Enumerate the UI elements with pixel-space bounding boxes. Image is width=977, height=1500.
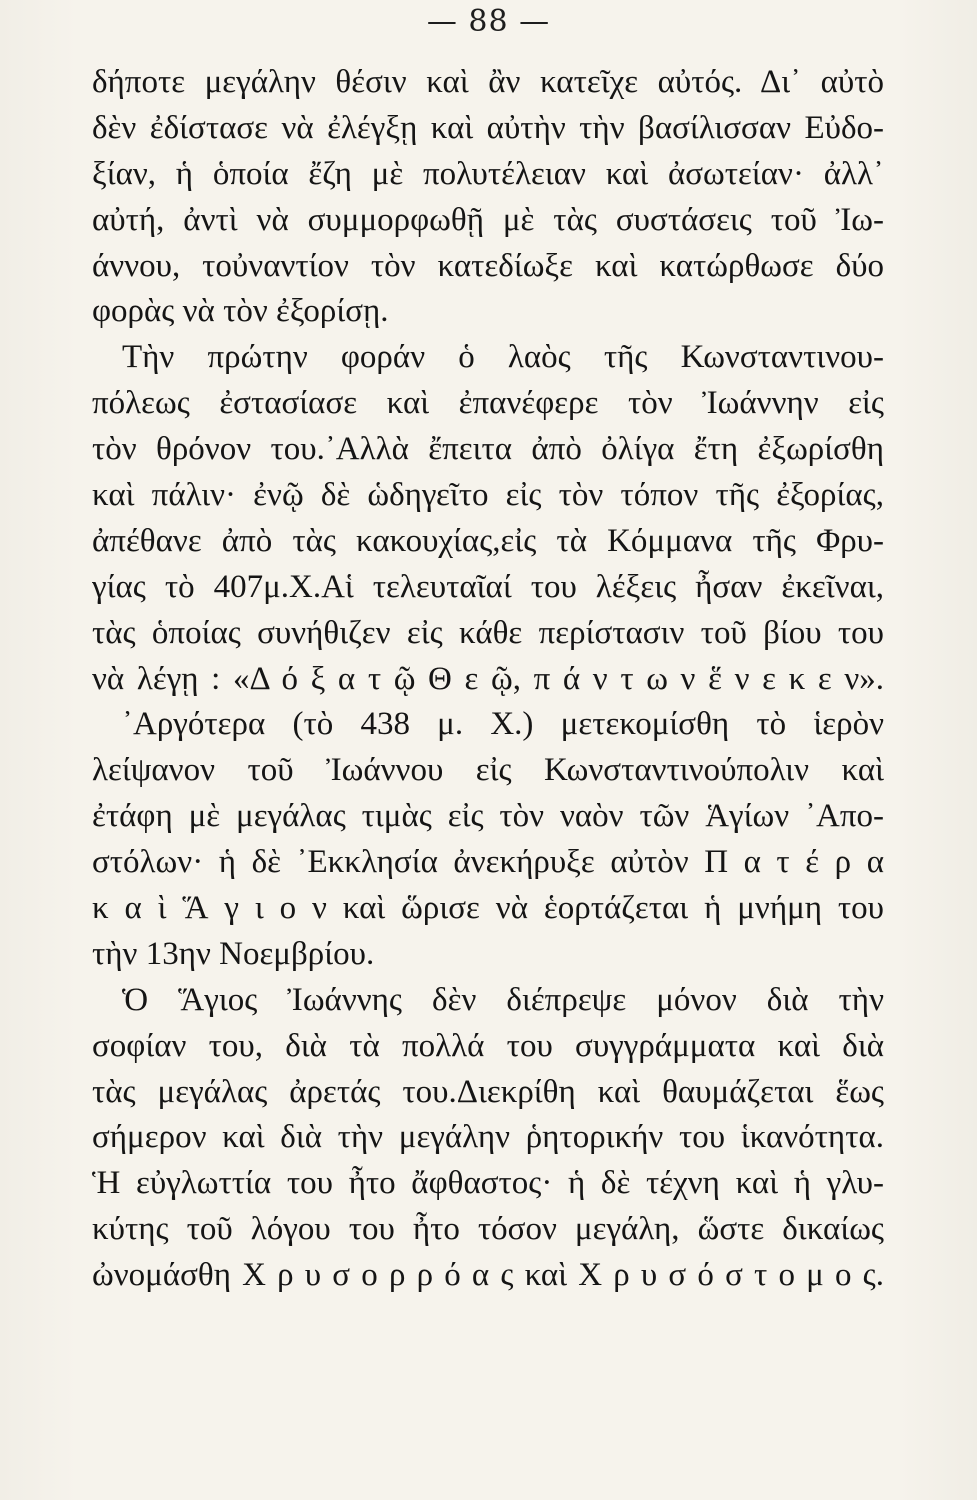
text-line: Τὴν πρώτην φοράν ὁ λαὸς τῆς Κωνσταντινου-	[122, 339, 884, 376]
text-line: καὶ πάλιν· ἐνῷ δὲ ὡδηγεῖτο εἰς τὸν τόπον τῆς ἐξορίας,	[92, 477, 884, 514]
text-line: ἐτάφη μὲ μεγάλας τιμὰς εἰς τὸν ναὸν τῶν Ἁγίων ᾽Απο-	[92, 798, 884, 835]
text-line: λείψανον τοῦ Ἰωάννου εἰς Κωνσταντινούπολιν καὶ	[92, 752, 884, 789]
text-line: Ὁ Ἅγιος Ἰωάννης δὲν διέπρεψε μόνον διὰ τὴν	[122, 981, 884, 1018]
text-line: γίας τὸ 407μ.Χ.Αἱ τελευταῖαί του λέξεις ἦσαν ἐκεῖναι,	[92, 568, 884, 605]
text-line: Ἡ εὐγλωττία του ἦτο ἄφθαστος· ἡ δὲ τέχνη καὶ ἡ γλυ-	[92, 1165, 884, 1202]
text-line: δὲν ἐδίστασε νὰ ἐλέγξῃ καὶ αὐτὴν τὴν βασίλισσαν Εὐδο-	[92, 109, 884, 146]
text-line: ἀπέθανε ἀπὸ τὰς κακουχίας,εἰς τὰ Κόμμανα τῆς Φρυ-	[92, 522, 884, 559]
text-line: τὰς ὁποίας συνήθιζεν εἰς κάθε περίστασιν τοῦ βίου του	[92, 614, 884, 651]
text-line: πόλεως ἐστασίασε καὶ ἐπανέφερε τὸν Ἰωάννην εἰς	[92, 385, 884, 422]
text-line: σήμερον καὶ διὰ τὴν μεγάλην ῥητορικήν του ἱκανότητα.	[92, 1119, 884, 1156]
text-line: τὸν θρόνον του.᾽Αλλὰ ἔπειτα ἀπὸ ὀλίγα ἔτη ἐξωρίσθη	[92, 431, 884, 468]
text-line: αὐτή, ἀντὶ νὰ συμμορφωθῇ μὲ τὰς συστάσεις τοῦ Ἰω-	[92, 201, 884, 238]
text-line: τὴν 13ην Νοεμβρίου.	[92, 935, 375, 972]
text-line: στόλων· ἡ δὲ ᾽Εκκλησία ἀνεκήρυξε αὐτὸν Π α τ έ ρ α	[92, 844, 884, 881]
text-line: νὰ λέγῃ : «Δ ό ξ α τ ῷ Θ ε ῷ, π ά ν τ ω ν ἕ ν ε κ ε ν».	[92, 660, 884, 697]
text-line: σοφίαν του, διὰ τὰ πολλά του συγγράμματα καὶ διὰ	[92, 1027, 884, 1064]
page-number: — 88 —	[426, 4, 551, 39]
text-line: φορὰς νὰ τὸν ἐξορίσῃ.	[92, 293, 389, 330]
text-line: τὰς μεγάλας ἀρετάς του.Διεκρίθη καὶ θαυμάζεται ἕως	[92, 1073, 884, 1110]
text-line: ὠνομάσθη Χ ρ υ σ ο ρ ρ ό α ς καὶ Χ ρ υ σ ό σ τ ο μ ο ς.	[92, 1257, 884, 1294]
body-text	[92, 60, 884, 1299]
text-line: ᾽Αργότερα (τὸ 438 μ. Χ.) μετεκομίσθη τὸ ἱερὸν	[122, 706, 884, 743]
text-line: άννου, τοὐναντίον τὸν κατεδίωξε καὶ κατώρθωσε δύο	[92, 247, 884, 284]
text-line: κύτης τοῦ λόγου του ἦτο τόσον μεγάλη, ὥστε δικαίως	[92, 1211, 884, 1248]
text-line: δήποτε μεγάλην θέσιν καὶ ἂν κατεῖχε αὐτός. Δι᾽ αὐτὸ	[92, 64, 884, 100]
text-line: ξίαν, ἡ ὁποία ἔζη μὲ πολυτέλειαν καὶ ἀσωτείαν· ἀλλ᾽	[92, 155, 884, 192]
text-line: κ α ὶ Ἅ γ ι ο ν καὶ ὥρισε νὰ ἑορτάζεται ἡ μνήμη του	[92, 890, 884, 927]
